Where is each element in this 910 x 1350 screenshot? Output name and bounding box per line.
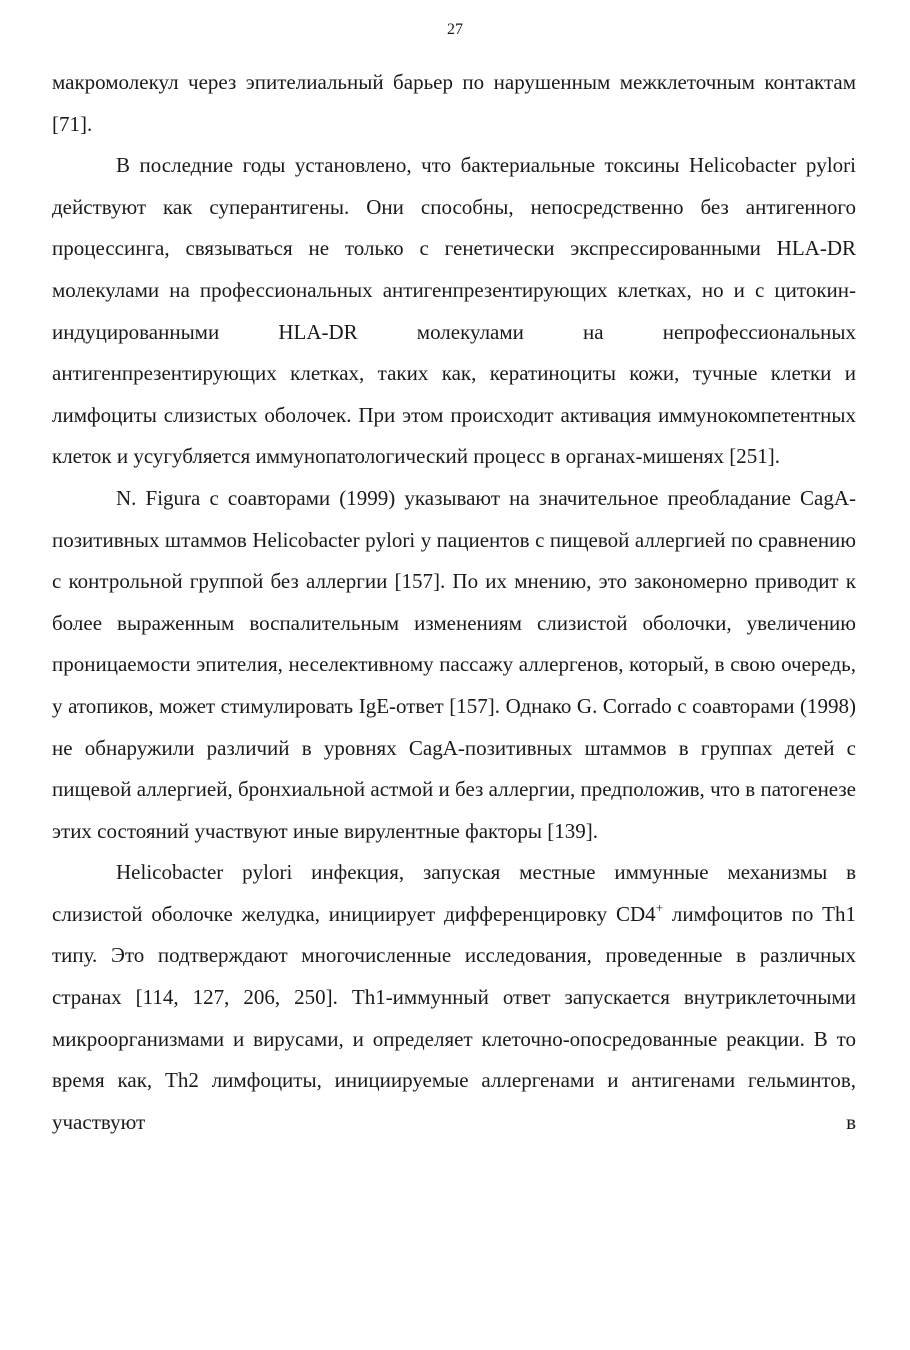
page-number: 27 <box>447 21 463 38</box>
paragraph-4-text-start: Helicobacter pylori инфекция, запуская местные иммунные механизмы в слизистой оболочке желудка, инициирует дифференцировку CD4 <box>52 860 856 926</box>
paragraph-3: N. Figura с соавторами (1999) указывают на значительное преобладание CagA-позитивных штаммов Helicobacter pylori у пациентов с пищевой аллергией по сравнению с контрольной группой без аллергии [157]. По их мнению, это закономерно приводит к более выраженным воспалительным изменениям слизистой оболочки, увеличению проницаемости эпителия, неселективному пассажу аллергенов, который, в свою очередь, у атопиков, может стимулировать IgE-ответ [157]. Однако G. Corrado с соавторами (1998) не обнаружили различий в уровнях CagA-позитивных штаммов в группах детей с пищевой аллергией, бронхиальной астмой и без аллергии, предположив, что в патогенезе этих состояний участвуют иные вирулентные факторы [139]. <box>52 485 856 843</box>
paragraph-4 <box>52 852 856 1143</box>
paragraph-1: макромолекул через эпителиальный барьер по нарушенным межклеточным контактам [71]. <box>52 70 856 136</box>
paragraph-4-text-end: лимфоцитов по Th1 типу. Это подтверждают многочисленные исследования, проведенные в различных странах [114, 127, 206, 250]. Th1-иммунный ответ запускается внутриклеточными микроорганизмами и вирусами, и определяет клеточно-опосредованные реакции. В то время как, Th2 лимфоциты, инициируемые аллергенами и антигенами гельминтов, участвуют в <box>52 901 856 1134</box>
superscript-plus: + <box>655 899 664 915</box>
paragraph-2: В последние годы установлено, что бактериальные токсины Helicobacter pylori действуют как суперантигены. Они способны, непосредственно без антигенного процессинга, связываться не только с генетически экспрессированными HLA-DR молекулами на профессиональных антигенпрезентирующих клетках, но и с цитокин-индуцированными HLA-DR молекулами на непрофессиональных антигенпрезентирующих клетках, таких как, кератиноциты кожи, тучные клетки и лимфоциты слизистых оболочек. При этом происходит активация иммунокомпетентных клеток и усугубляется иммунопатологический процесс в органах-мишенях [251]. <box>52 153 856 469</box>
body-text <box>52 62 856 1143</box>
